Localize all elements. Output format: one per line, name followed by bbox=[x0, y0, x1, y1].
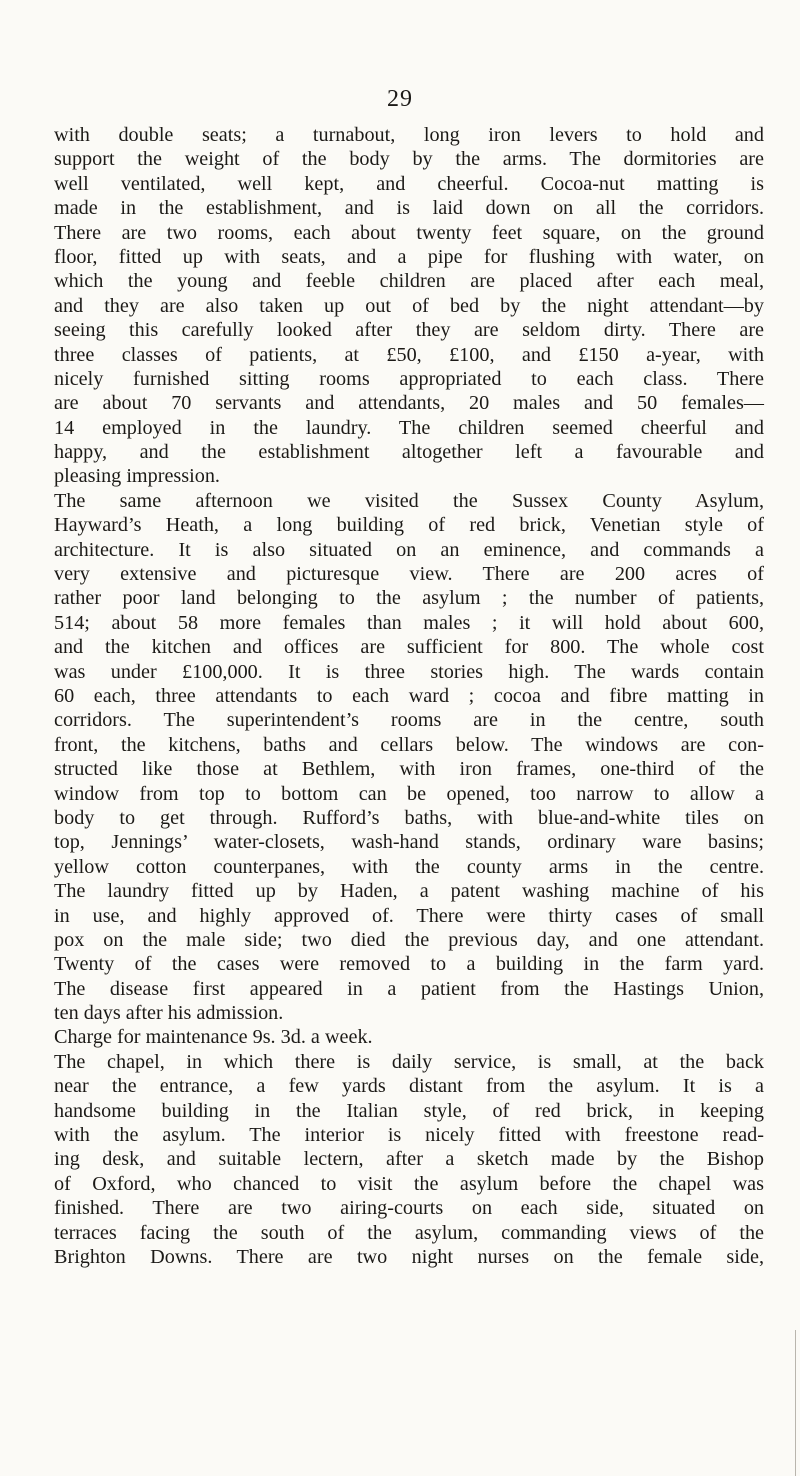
text-line: happy, and the establishment altogether left a favourable and bbox=[54, 441, 764, 464]
text-line: The laundry fitted up by Haden, a patent washing machine of his bbox=[54, 880, 764, 903]
text-line: and the kitchen and offices are sufficient for 800. The whole cost bbox=[54, 636, 764, 659]
text-line: very extensive and picturesque view. There are 200 acres of bbox=[54, 563, 764, 586]
text-line: top, Jennings’ water-closets, wash-hand stands, ordinary ware basins; bbox=[54, 831, 764, 854]
text-line: 60 each, three attendants to each ward ; cocoa and fibre matting in bbox=[54, 684, 764, 707]
text-line: ten days after his admission. bbox=[54, 1002, 284, 1025]
text-line: The same afternoon we visited the Sussex County Asylum, bbox=[54, 489, 764, 512]
text-line: made in the establishment, and is laid down on all the corridors. bbox=[54, 197, 764, 220]
text-line: was under £100,000. It is three stories high. The wards contain bbox=[54, 660, 764, 683]
text-line: near the entrance, a few yards distant from the asylum. It is a bbox=[54, 1075, 764, 1098]
text-line: handsome building in the Italian style, of red brick, in keeping bbox=[54, 1099, 764, 1122]
text-line: structed like those at Bethlem, with iron frames, one-third of the bbox=[54, 758, 764, 781]
text-line: rather poor land belonging to the asylum ; the number of patients, bbox=[54, 587, 764, 610]
text-line: yellow cotton counterpanes, with the county arms in the centre. bbox=[54, 855, 764, 878]
text-line: floor, fitted up with seats, and a pipe for flushing with water, on bbox=[54, 245, 764, 268]
text-line: and they are also taken up out of bed by the night attendant—by bbox=[54, 294, 764, 317]
text-line: terraces facing the south of the asylum, commanding views of the bbox=[54, 1221, 764, 1244]
text-line: three classes of patients, at £50, £100, and £150 a-year, with bbox=[54, 343, 764, 366]
text-line: pox on the male side; two died the previous day, and one attendant. bbox=[54, 928, 764, 951]
text-line: Charge for maintenance 9s. 3d. a week. bbox=[54, 1026, 373, 1049]
text-line: corridors. The superintendent’s rooms are in the centre, south bbox=[54, 709, 764, 732]
text-line: which the young and feeble children are placed after each meal, bbox=[54, 270, 764, 293]
text-line: with the asylum. The interior is nicely fitted with freestone read- bbox=[54, 1124, 764, 1147]
text-line: with double seats; a turnabout, long iron levers to hold and bbox=[54, 124, 764, 146]
text-line: Twenty of the cases were removed to a building in the farm yard. bbox=[54, 953, 764, 976]
text-line: front, the kitchens, baths and cellars below. The windows are con- bbox=[54, 733, 764, 756]
text-line: 514; about 58 more females than males ; it will hold about 600, bbox=[54, 611, 764, 634]
text-line: Brighton Downs. There are two night nurses on the female side, bbox=[54, 1245, 764, 1268]
text-line: pleasing impression. bbox=[54, 465, 220, 488]
page-number: 29 bbox=[387, 86, 413, 112]
text-line: window from top to bottom can be opened, too narrow to allow a bbox=[54, 782, 764, 805]
page-edge-line bbox=[795, 1330, 796, 1476]
text-line: There are two rooms, each about twenty feet square, on the ground bbox=[54, 221, 764, 244]
text-line: finished. There are two airing-courts on each side, situated on bbox=[54, 1197, 764, 1220]
text-line: well ventilated, well kept, and cheerful. Cocoa-nut matting is bbox=[54, 172, 764, 195]
text-line: seeing this carefully looked after they are seldom dirty. There are bbox=[54, 319, 764, 342]
body-text bbox=[54, 123, 764, 1269]
text-line: Hayward’s Heath, a long building of red brick, Venetian style of bbox=[54, 514, 764, 537]
text-line: nicely furnished sitting rooms appropriated to each class. There bbox=[54, 367, 764, 390]
text-line: architecture. It is also situated on an eminence, and commands a bbox=[54, 538, 764, 561]
text-line: The disease first appeared in a patient from the Hastings Union, bbox=[54, 977, 764, 1000]
text-line: in use, and highly approved of. There were thirty cases of small bbox=[54, 904, 764, 927]
text-line: are about 70 servants and attendants, 20 males and 50 females— bbox=[54, 392, 764, 415]
text-line: ing desk, and suitable lectern, after a sketch made by the Bishop bbox=[54, 1148, 764, 1171]
text-line: The chapel, in which there is daily service, is small, at the back bbox=[54, 1050, 764, 1073]
text-line: 14 employed in the laundry. The children seemed cheerful and bbox=[54, 416, 764, 439]
text-line: support the weight of the body by the arms. The dormitories are bbox=[54, 148, 764, 171]
text-line: of Oxford, who chanced to visit the asylum before the chapel was bbox=[54, 1172, 764, 1195]
text-line: body to get through. Rufford’s baths, with blue-and-white tiles on bbox=[54, 806, 764, 829]
